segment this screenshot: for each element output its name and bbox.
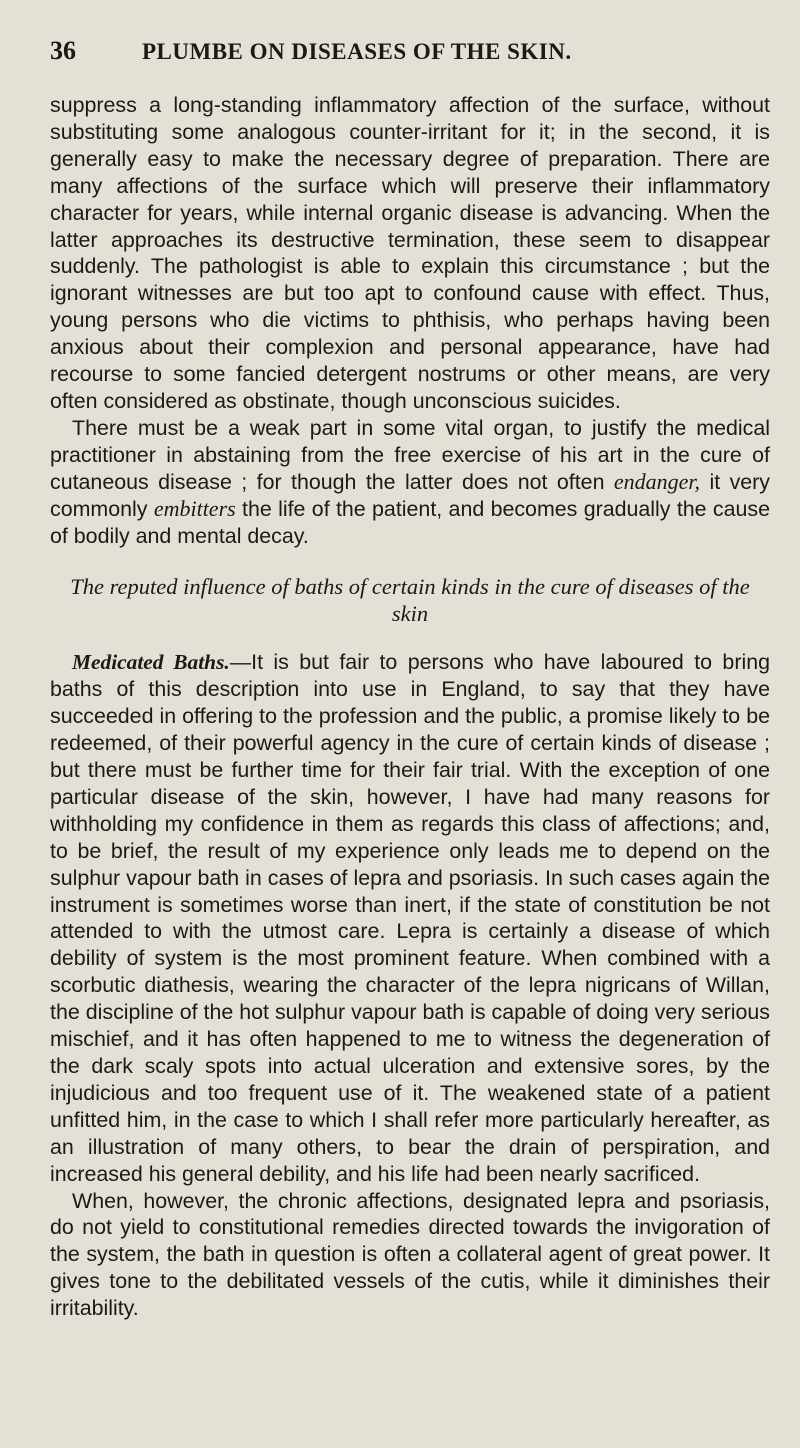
- paragraph-2-text-b: it very commonly: [50, 469, 770, 521]
- paragraph-3-body: —It is but fair to persons who have laboured to bring baths of this description into use in England, to say that they have succeeded in offering to the profession and the public, a promise likely to be redeemed, of their powerful agency in the cure of certain kinds of disease ; but there must be further time for their fair trial. With the exception of one particular disease of the skin, however, I have had many reasons for withholding my confidence in them as regards this class of affections; and, to be brief, the result of my experience only leads me to depend on the sulphur vapour bath in cases of lepra and psoriasis. In such cases again the instrument is sometimes worse than inert, if the state of constitution be not attended to with the utmost care. Lepra is certainly a disease of which debility of system is the most prominent feature. When combined with a scorbutic diathesis, wearing the character of the lepra nigricans of Willan, the discipline of the hot sulphur vapour bath is capable of doing very serious mischief, and it has often happened to me to witness the degeneration of the dark scaly spots into actual ulceration and extensive sores, by the injudicious and too frequent use of it. The weakened state of a patient unfitted him, in the case to which I shall refer more particularly hereafter, as an illustration of many others, to bear the drain of perspiration, and increased his general debility, and his life had been nearly sacrificed.: [50, 650, 770, 1186]
- paragraph-2-text-a: There must be a weak part in some vital organ, to justify the medical practitioner in abstaining from the free exercise of his art in the cure of cutaneous disease ; for though the latter does not often: [50, 415, 770, 494]
- paragraph-2: [50, 415, 770, 550]
- paragraph-1: suppress a long-standing inflammatory affection of the surface, without substituting some analogous counter-irritant for it; in the second, it is generally easy to make the necessary degree of preparation. There are many affections of the surface which will preserve their inflammatory character for years, while internal organic disease is advancing. When the latter approaches its destructive termination, these seem to disappear suddenly. The pathologist is able to explain this circumstance ; but the ignorant witnesses are but too apt to confound cause with effect. Thus, young persons who die victims to phthisis, who perhaps having been anxious about their complexion and personal appearance, have had recourse to some fancied detergent nostrums or other means, are very often considered as obstinate, though unconscious suicides.: [50, 93, 770, 413]
- body-text: [50, 92, 770, 1322]
- emphasis-endanger: endanger,: [613, 468, 701, 494]
- subhead-medicated-baths: Medicated Baths.: [72, 650, 230, 675]
- emphasis-embitters: embitters: [153, 495, 236, 521]
- paragraph-4: When, however, the chronic affections, designated lepra and psoriasis, do not yield to constitutional remedies directed towards the invigoration of the system, the bath in question is often a collateral agent of great power. It gives tone to the debilitated vessels of the cutis, while it diminishes their irritability.: [50, 1188, 770, 1321]
- paragraph-2-text-c: the life of the patient, and becomes gradually the cause of bodily and mental decay.: [50, 496, 770, 548]
- running-title: PLUMBE ON DISEASES OF THE SKIN.: [142, 39, 572, 64]
- section-heading: The reputed influence of baths of certain kinds in the cure of diseases of the skin: [70, 574, 750, 627]
- running-head: [50, 36, 770, 76]
- paragraph-3: [50, 649, 770, 1187]
- page-number: 36: [50, 36, 76, 65]
